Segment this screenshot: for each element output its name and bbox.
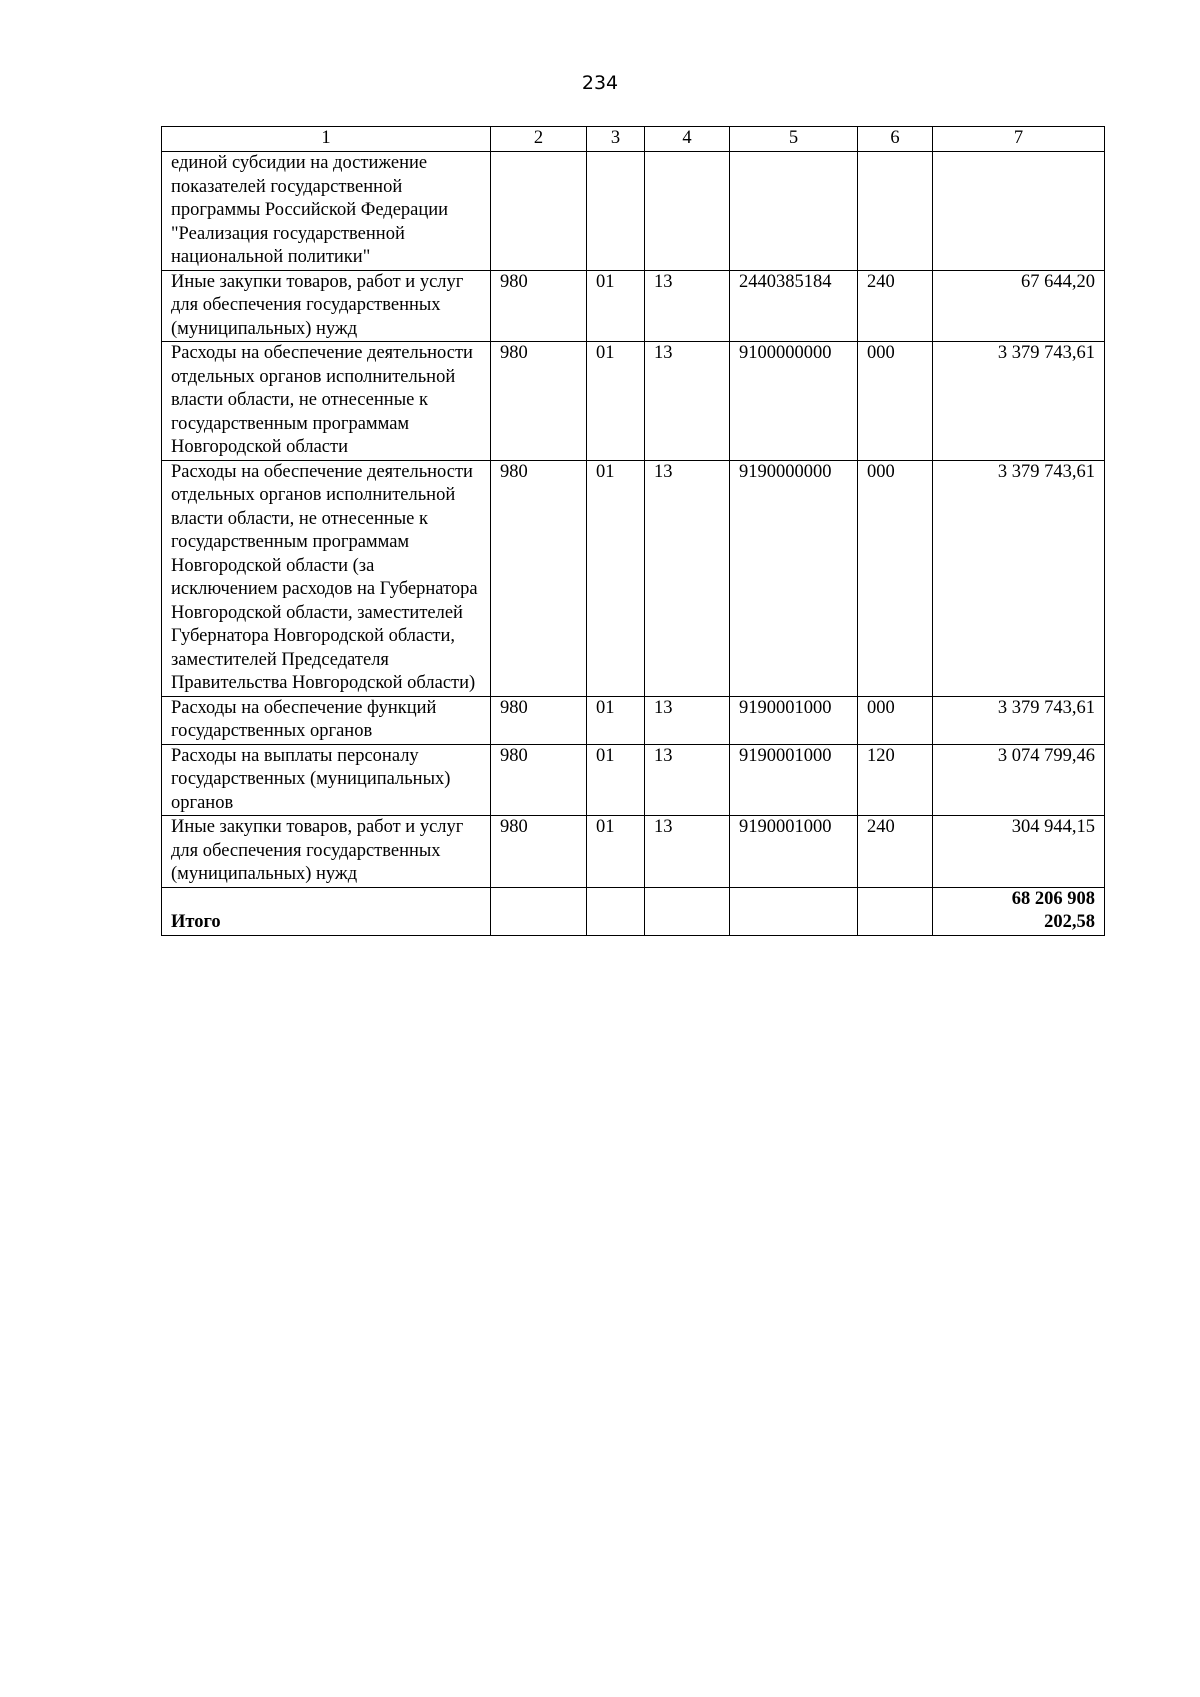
cell-col3: 01 (587, 696, 645, 744)
header-cell: 4 (645, 127, 730, 152)
cell-col3: 01 (587, 460, 645, 696)
cell-col6 (858, 152, 933, 271)
cell-amount: 3 074 799,46 (933, 744, 1105, 816)
row-name: единой субсидии на достижение показателей государственной программы Российской Федерации "Реализация государственной национальной политики" (162, 152, 491, 271)
cell-col6: 000 (858, 696, 933, 744)
total-amount (933, 887, 1105, 935)
row-name: Расходы на обеспечение деятельности отдельных органов исполнительной власти области, не отнесенные к государственным программам Новгородской области (за исключением расходов на Губернатора Новгородской области, заместителей Губернатора Новгородской области, заместителей Председателя Правительства Новгородской области) (162, 460, 491, 696)
cell-col5: 9190001000 (730, 696, 858, 744)
cell-col4: 13 (645, 342, 730, 461)
total-row (162, 887, 1105, 935)
header-cell: 5 (730, 127, 858, 152)
cell-col2: 980 (491, 696, 587, 744)
table-row (162, 696, 1105, 744)
table-row (162, 744, 1105, 816)
cell-col5: 9100000000 (730, 342, 858, 461)
cell-col4 (645, 152, 730, 271)
total-amount-line1: 68 206 908 (1011, 888, 1095, 909)
cell-col3: 01 (587, 744, 645, 816)
page-number: 234 (581, 72, 619, 94)
cell-col4: 13 (645, 744, 730, 816)
cell-col4: 13 (645, 460, 730, 696)
header-cell: 1 (162, 127, 491, 152)
row-name: Расходы на выплаты персоналу государственных (муниципальных) органов (162, 744, 491, 816)
header-cell: 2 (491, 127, 587, 152)
cell-col3: 01 (587, 270, 645, 342)
header-cell: 3 (587, 127, 645, 152)
total-amount-line2: 202,58 (1044, 912, 1095, 932)
cell-col5 (730, 887, 858, 935)
cell-col5 (730, 152, 858, 271)
cell-amount: 67 644,20 (933, 270, 1105, 342)
cell-col3: 01 (587, 816, 645, 888)
cell-col3: 01 (587, 342, 645, 461)
cell-col2 (491, 887, 587, 935)
row-name: Расходы на обеспечение функций государственных органов (162, 696, 491, 744)
cell-col3 (587, 887, 645, 935)
table-row (162, 152, 1105, 271)
cell-col2: 980 (491, 342, 587, 461)
cell-amount: 3 379 743,61 (933, 696, 1105, 744)
budget-table (161, 126, 1105, 936)
cell-col5: 9190001000 (730, 744, 858, 816)
cell-col3 (587, 152, 645, 271)
table-row (162, 460, 1105, 696)
cell-amount: 3 379 743,61 (933, 342, 1105, 461)
cell-col5: 2440385184 (730, 270, 858, 342)
table-row (162, 816, 1105, 888)
cell-col6: 120 (858, 744, 933, 816)
header-cell: 7 (933, 127, 1105, 152)
cell-col6 (858, 887, 933, 935)
cell-col4: 13 (645, 696, 730, 744)
cell-amount (933, 152, 1105, 271)
cell-col4: 13 (645, 270, 730, 342)
row-name: Иные закупки товаров, работ и услуг для обеспечения государственных (муниципальных) нужд (162, 816, 491, 888)
row-name: Иные закупки товаров, работ и услуг для обеспечения государственных (муниципальных) нужд (162, 270, 491, 342)
row-name: Расходы на обеспечение деятельности отдельных органов исполнительной власти области, не отнесенные к государственным программам Новгородской области (162, 342, 491, 461)
cell-amount: 304 944,15 (933, 816, 1105, 888)
header-row (162, 127, 1105, 152)
cell-col4: 13 (645, 816, 730, 888)
cell-amount: 3 379 743,61 (933, 460, 1105, 696)
cell-col2: 980 (491, 744, 587, 816)
table-row (162, 270, 1105, 342)
cell-col6: 240 (858, 816, 933, 888)
cell-col6: 000 (858, 460, 933, 696)
cell-col2: 980 (491, 270, 587, 342)
cell-col2 (491, 152, 587, 271)
header-cell: 6 (858, 127, 933, 152)
cell-col4 (645, 887, 730, 935)
cell-col6: 240 (858, 270, 933, 342)
table-row (162, 342, 1105, 461)
total-label: Итого (162, 887, 491, 935)
cell-col2: 980 (491, 816, 587, 888)
cell-col6: 000 (858, 342, 933, 461)
cell-col5: 9190001000 (730, 816, 858, 888)
cell-col5: 9190000000 (730, 460, 858, 696)
cell-col2: 980 (491, 460, 587, 696)
